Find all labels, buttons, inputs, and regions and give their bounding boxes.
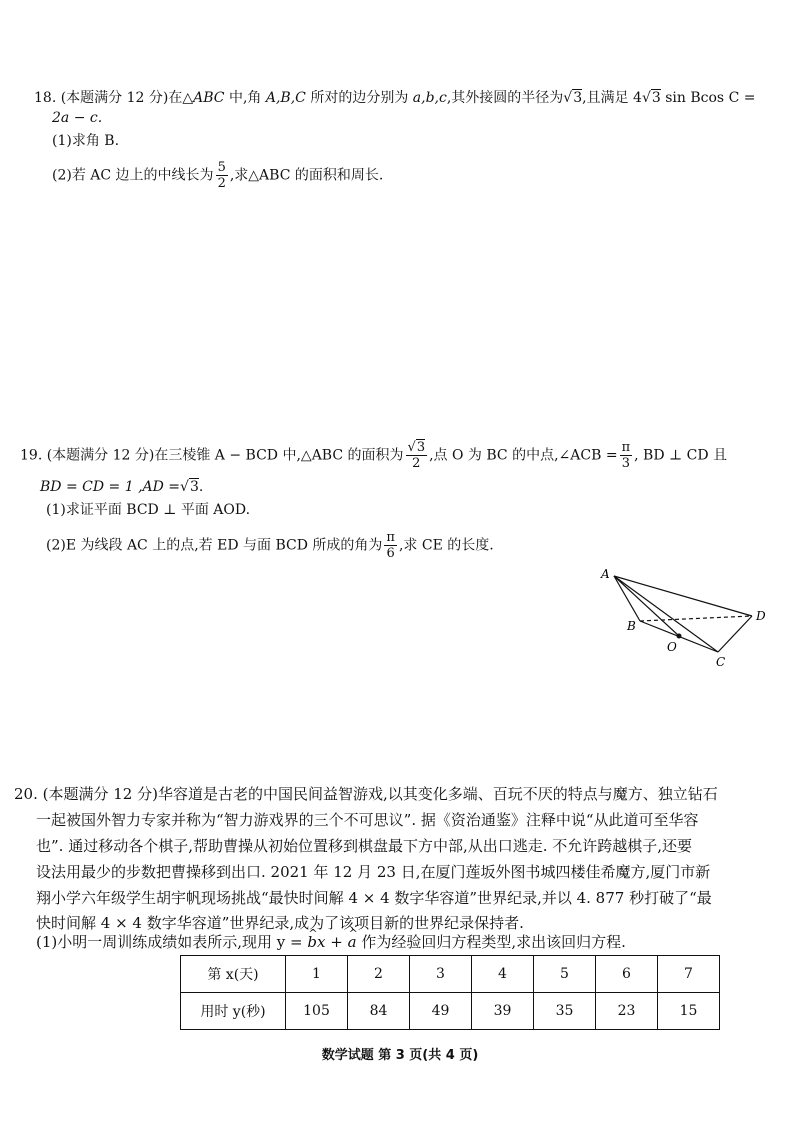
a-hat: ^ a xyxy=(348,933,357,951)
fraction-sqrt3-2: $\frac{√3}{2}$ xyxy=(407,440,426,471)
q20-p4: 设法用最少的步数把曹操移到出口. 2021 年 12 月 23 日,在厦门莲坂外图书城四楼佳希魔方,厦门市新 xyxy=(36,863,711,881)
table-row-day xyxy=(181,956,720,993)
table-cell: 6 xyxy=(596,956,658,993)
table-cell: 5 xyxy=(534,956,596,993)
fraction-5-2: $\frac{5}{2}$ xyxy=(217,160,226,191)
q19-line2: BD = CD = 1 ,AD =√3. xyxy=(40,479,204,495)
q18-line2: 2a − c. xyxy=(52,110,103,126)
table-header-day: 第 x(天) xyxy=(181,956,286,993)
edge-BC xyxy=(640,621,718,652)
q18-part1: (1)求角 B. xyxy=(52,133,120,149)
table-cell: 23 xyxy=(596,993,658,1030)
fraction-pi-6: $\frac{\pi}{6}$ xyxy=(386,530,395,561)
table-cell: 35 xyxy=(534,993,596,1030)
table-row-time xyxy=(181,993,720,1030)
b-hat: ^ b xyxy=(307,933,317,951)
q20-p1: 20. (本题满分 12 分)华容道是古老的中国民间益智游戏,以其变化多端、百玩不厌的特点与魔方、独立钻石 xyxy=(14,785,718,803)
q19-part1: (1)求证平面 BCD ⊥ 平面 AOD. xyxy=(46,502,251,518)
sqrt-3: √3 xyxy=(563,90,583,106)
q20-p2: 一起被国外智力专家并称为“智力游戏界的三个不可思议”. 据《资治通鉴》注释中说“从此道可至华容 xyxy=(36,811,699,829)
table-cell: 3 xyxy=(410,956,472,993)
table-cell: 1 xyxy=(286,956,348,993)
training-table xyxy=(180,955,720,1030)
label-O: O xyxy=(667,640,677,654)
point-O xyxy=(677,634,682,639)
table-cell: 105 xyxy=(286,993,348,1030)
edge-AB xyxy=(614,576,640,621)
table-cell: 7 xyxy=(658,956,720,993)
q20-p3: 也”. 通过移动各个棋子,帮助曹操从初始位置移到棋盘最下方中部,从出口逃走. 不允许跨越棋子,还要 xyxy=(36,837,693,855)
table-cell: 84 xyxy=(348,993,410,1030)
table-cell: 15 xyxy=(658,993,720,1030)
table-header-time: 用时 y(秒) xyxy=(181,993,286,1030)
table-cell: 49 xyxy=(410,993,472,1030)
table-cell: 39 xyxy=(472,993,534,1030)
label-B: B xyxy=(627,619,636,633)
q18-part2: (2)若 AC 边上的中线长为 $\frac{5}{2}$ ,求△ABC 的面积和周长. xyxy=(52,160,384,191)
q20-p6: 快时间解 4 × 4 数字华容道”世界纪录,成为了该项目新的世界纪录保持者. xyxy=(36,914,524,932)
fraction-pi-3: $\frac{\pi}{3}$ xyxy=(621,440,631,471)
q19-line1: 19. (本题满分 12 分)在三棱锥 A − BCD 中,△ABC 的面积为 $\frac{√3}{2}$ ,点 O 为 BC 的中点,∠ACB = $\frac{\pi}{3}$ , BD ⊥ CD 且 xyxy=(20,440,727,471)
edge-AC xyxy=(614,576,718,652)
sqrt-3b: √3 xyxy=(641,90,661,106)
edge-BD xyxy=(640,616,752,621)
edge-AO xyxy=(614,576,679,636)
edge-CD xyxy=(718,616,752,652)
table-cell: 4 xyxy=(472,956,534,993)
q20-part1: (1)小明一周训练成绩如表所示,现用 y = ^ bx + ^ a 作为经验回归方程类型,求出该回归方程. xyxy=(36,932,626,952)
label-D: D xyxy=(756,609,766,623)
q20-p5: 翔小学六年级学生胡宇帆现场挑战“最快时间解 4 × 4 数字华容道”世界纪录,并以 4. 877 秒打破了“最 xyxy=(36,889,712,907)
q18-line1: 18. (本题满分 12 分)在△ABC 中,角 A,B,C 所对的边分别为 a,b,c,其外接圆的半径为√3,且满足 4√3 sin Bcos C = xyxy=(34,90,756,106)
edge-AD xyxy=(614,576,752,616)
page-footer: 数学试题 第 3 页(共 4 页) xyxy=(321,1048,479,1063)
q19-part2: (2)E 为线段 AC 上的点,若 ED 与面 BCD 所成的角为 $\frac{\pi}{6}$ ,求 CE 的长度. xyxy=(46,530,494,561)
sqrt-3c: √3 xyxy=(180,479,199,495)
label-C: C xyxy=(716,655,726,669)
table-cell: 2 xyxy=(348,956,410,993)
label-A: A xyxy=(601,567,610,581)
